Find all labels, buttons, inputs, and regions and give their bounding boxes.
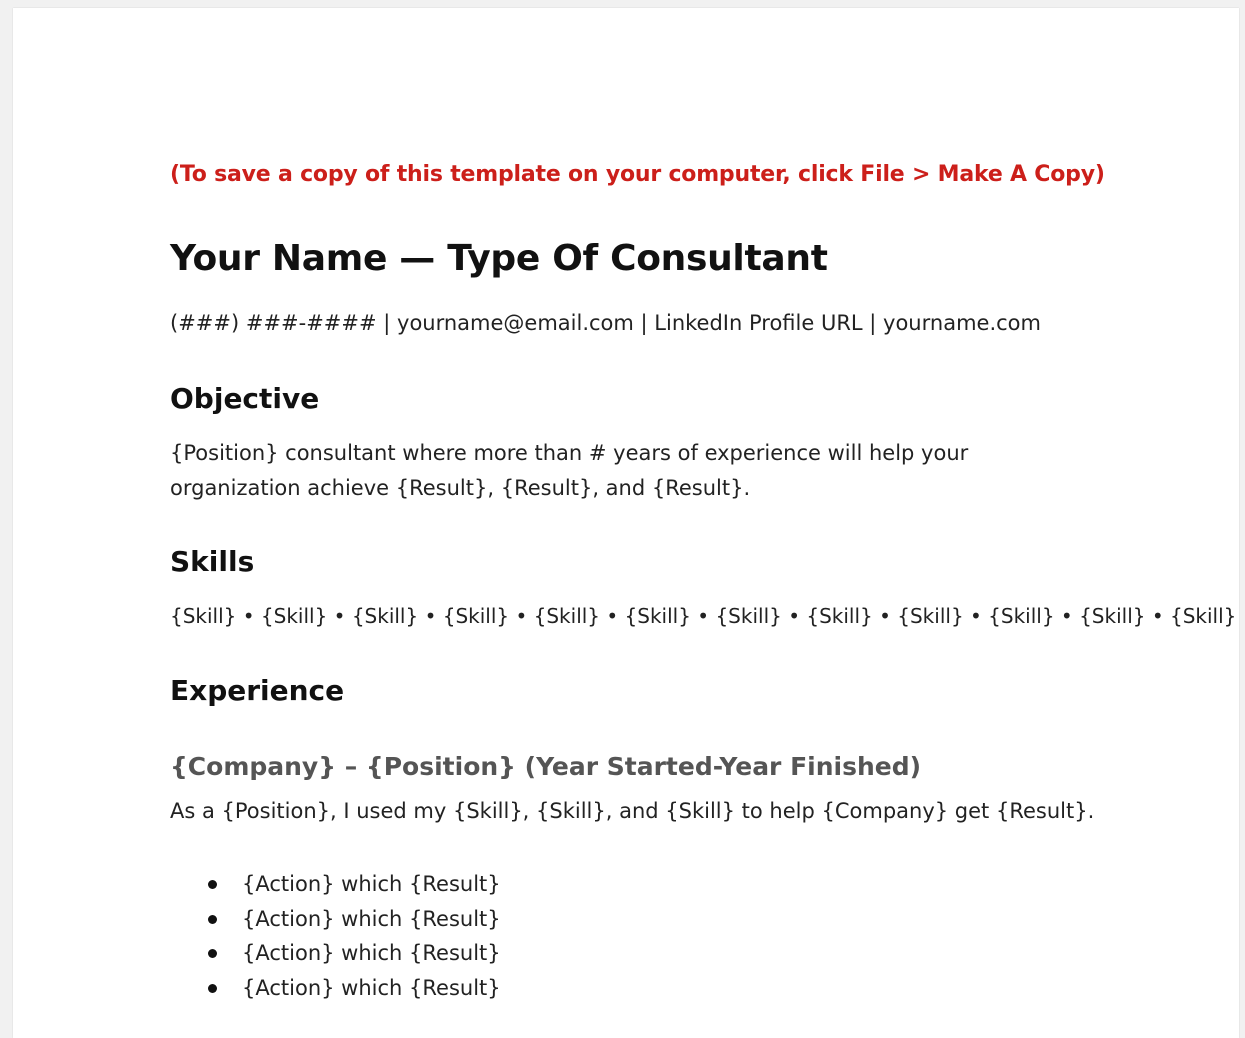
objective-text: {Position} consultant where more than # years of experience will help your organization achieve {Result}, {Result}, and {Result}. [170,441,969,500]
contact-line: (###) ###-#### | yourname@email.com | LinkedIn Profile URL | yourname.com [170,311,1041,335]
list-item [208,902,501,937]
bullet-icon [208,915,217,924]
bullet-icon [208,984,217,993]
job-summary: As a {Position}, I used my {Skill}, {Skill}, and {Skill} to help {Company} get {Result}. [170,799,1095,823]
list-item [208,936,501,971]
list-item-text: {Action} which {Result} [242,872,501,896]
list-item-text: {Action} which {Result} [242,975,501,1000]
objective-heading: Objective [170,382,320,415]
resume-title: Your Name — Type Of Consultant [170,238,828,279]
list-item-text: {Action} which {Result} [242,941,501,965]
copy-instructions: (To save a copy of this template on your computer, click File > Make A Copy) [170,162,1105,187]
list-item-text: {Action} which {Result} [242,906,501,931]
skills-heading: Skills [170,545,255,578]
list-item [208,971,501,1006]
skills-text: {Skill} • {Skill} • {Skill} • {Skill} • {Skill} • {Skill} • {Skill} • {Skill} • {Skill} • {Skill} • {Skill} • {Skill} [170,604,1237,628]
bullet-icon [208,880,217,889]
list-item [208,867,501,902]
document-page [13,8,1239,1038]
achievement-list [208,867,501,1005]
job-heading: {Company} – {Position} (Year Started-Year Finished) [170,752,922,781]
bullet-icon [208,949,217,958]
experience-heading: Experience [170,674,345,707]
